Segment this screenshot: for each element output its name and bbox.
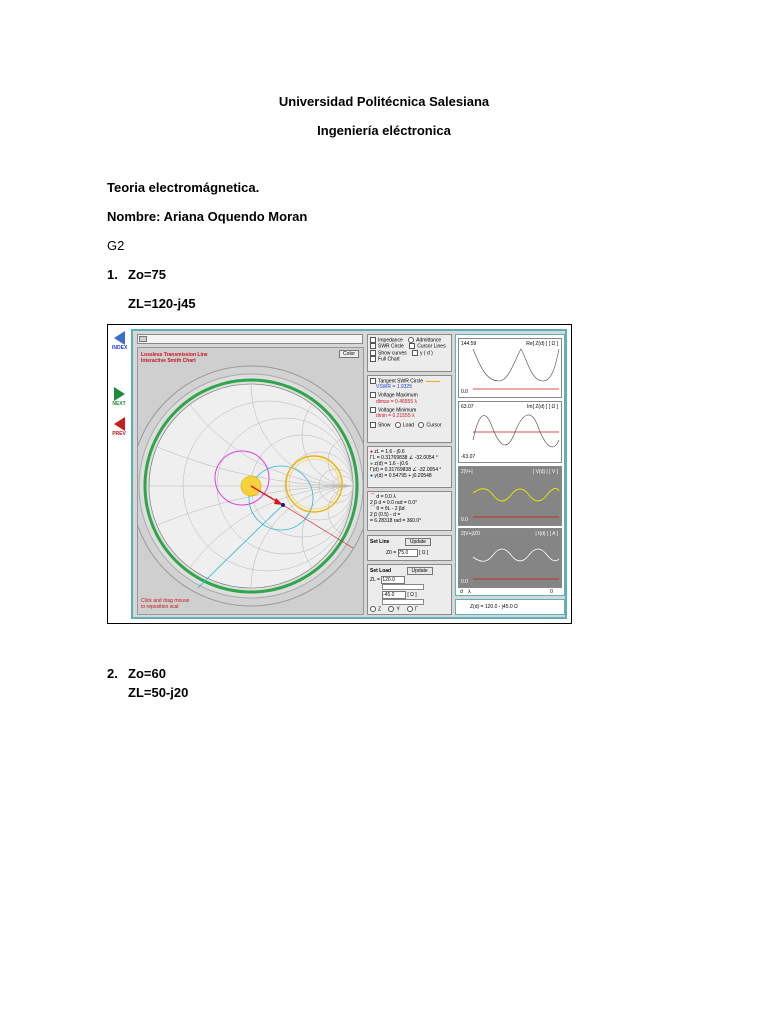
course-name: Teoria electromágnetica. xyxy=(107,180,260,195)
axis-lambda-label: λ xyxy=(468,589,471,595)
y-radio[interactable] xyxy=(388,606,394,612)
z0-label: Z0 = xyxy=(386,550,397,556)
set-load-label: Set Load xyxy=(370,568,392,574)
gamma-d-value: Γ(d) = 0.31769838 ∠ -32.0054 ° xyxy=(370,467,442,473)
vmax-label: Voltage Maximum xyxy=(378,392,418,399)
problem-2-zl: ZL=50-j20 xyxy=(128,685,189,700)
impedance-values-panel: ● zL = 1.6 - j0.6 ΓL = 0.31769838 ∠ -32.0054 ° ● z(d) = 1.6 - j0.6 Γ(d) = 0.31769838 ∠ -32.0054 ° ● y(d) = 0.54795 + j0.20548 xyxy=(367,446,452,488)
i-top: 2|V+|/Z0 xyxy=(461,531,480,537)
vmin-checkbox[interactable] xyxy=(370,407,376,413)
arrow-right-icon xyxy=(114,387,125,401)
show-curves-label: Show curves xyxy=(378,349,407,356)
show-curves-checkbox[interactable] xyxy=(370,350,376,356)
index-button[interactable] xyxy=(112,331,126,351)
arrow-left-icon xyxy=(114,417,125,431)
prev-label: PREV xyxy=(112,431,126,437)
smith-chart-svg xyxy=(138,348,363,614)
zd-value: z(d) = 1.6 - j0.6 xyxy=(374,461,409,467)
problem-2-number: 2. xyxy=(107,666,118,681)
position-slider[interactable] xyxy=(137,334,363,344)
impedance-checkbox[interactable] xyxy=(370,337,376,343)
z0-unit: [ Ω ] xyxy=(418,550,429,556)
v-bottom: 0.0 xyxy=(461,517,468,523)
admittance-label: Admittance xyxy=(416,337,442,344)
next-label: NEXT xyxy=(112,401,126,407)
gamma-l-value: ΓL = 0.31769838 ∠ -32.0054 ° xyxy=(370,455,438,461)
z-radio[interactable] xyxy=(370,606,376,612)
swr-panel xyxy=(367,375,452,443)
im-z-top: 63.07 xyxy=(461,404,474,410)
zl-imag-input[interactable]: -45.0 xyxy=(382,591,406,599)
zl-imag-slider[interactable] xyxy=(382,599,424,605)
prev-button[interactable] xyxy=(112,417,126,437)
cursor-lines-checkbox[interactable] xyxy=(409,343,415,349)
smith-chart-screenshot xyxy=(107,324,572,624)
university-title: Universidad Politécnica Salesiana xyxy=(278,94,490,109)
color-button[interactable]: Color xyxy=(339,350,359,358)
re-z-graph xyxy=(458,338,562,398)
admittance-radio[interactable] xyxy=(408,337,414,343)
z-option: Z xyxy=(378,606,382,613)
v-graph xyxy=(458,466,562,526)
display-options-panel xyxy=(367,334,452,372)
re-z-title: Re[ Z(d) ] [ Ω ] xyxy=(526,341,558,347)
tangent-label: Tangent SWR Circle xyxy=(378,378,424,385)
smith-chart-area[interactable] xyxy=(137,347,364,615)
swr-circle-checkbox[interactable] xyxy=(370,343,376,349)
student-name: Nombre: Ariana Oquendo Moran xyxy=(107,209,308,224)
d-value: d = 0.0 λ xyxy=(376,494,396,500)
problem-1-zo: Zo=75 xyxy=(128,267,166,282)
graph-column xyxy=(455,334,565,596)
vmin-value: dmin = 0.21555 λ xyxy=(376,412,415,419)
problem-1-number: 1. xyxy=(107,267,118,282)
chart-title-line1: Lossless Transmission Line xyxy=(141,352,208,358)
im-z-graph xyxy=(458,401,562,463)
next-button[interactable] xyxy=(112,387,126,407)
set-line-label: Set Line xyxy=(370,539,390,545)
tangent-checkbox[interactable] xyxy=(370,378,376,384)
load-radio[interactable] xyxy=(395,422,401,428)
distance-panel: ⌒ d = 0.0 λ 2 β d = 0.0 rad = 0.0° ⌒ θ = θL - 2 βd 2 β (0.5) - d = = 6.28318 rad = 360.0° xyxy=(367,491,452,531)
im-z-title: Im[ Z(d) ] [ Ω ] xyxy=(527,404,558,410)
zl-real-input[interactable]: 120.0 xyxy=(381,576,405,584)
theta-d-value: 2 β (0.5) - d = xyxy=(370,512,401,518)
axis-d-label: d xyxy=(460,589,463,595)
zl-unit: [ Ω ] xyxy=(407,592,417,598)
vswr-value: VSWR = 1.9325 xyxy=(376,384,412,391)
i-graph xyxy=(458,528,562,588)
cursor-radio[interactable] xyxy=(418,422,424,428)
footer-note-2: to reposition scal xyxy=(141,604,179,610)
v-top: 2|V+| xyxy=(461,469,473,475)
show-checkbox[interactable] xyxy=(370,422,376,428)
vmax-value: dlmax = 0.46555 λ xyxy=(376,398,417,405)
v-title: | V(d) | [ V ] xyxy=(532,469,558,475)
group-label: G2 xyxy=(107,238,125,253)
zd-readout: Z(d) = 120.0 - j45.0 Ω xyxy=(455,599,565,615)
vmin-label: Voltage Minimum xyxy=(378,406,417,413)
theta-value: θ = θL - 2 βd xyxy=(376,506,405,512)
slider-thumb[interactable] xyxy=(139,336,147,342)
index-label: INDEX xyxy=(112,345,128,351)
full-chart-checkbox[interactable] xyxy=(370,356,376,362)
impedance-label: Impedance xyxy=(378,337,403,344)
arrow-left-icon xyxy=(114,331,125,345)
applet-window xyxy=(131,329,567,619)
swr-circle-label: SWR Circle xyxy=(378,343,404,350)
problem-2-zo: Zo=60 xyxy=(128,666,166,681)
i-bottom: 0.0 xyxy=(461,579,468,585)
i-title: | I(d) | [ A ] xyxy=(535,531,558,537)
footer-note-1: Click and drag mouse xyxy=(141,598,190,604)
show-label: Show xyxy=(378,422,391,429)
gamma-option: Γ xyxy=(415,606,418,613)
set-load-panel xyxy=(367,564,452,615)
cursor-label: Cursor xyxy=(426,422,442,429)
gamma-radio[interactable] xyxy=(407,606,413,612)
y-d-label: y ( d ) xyxy=(420,349,433,356)
set-line-panel xyxy=(367,535,452,561)
rad-value: = 6.28318 rad = 360.0° xyxy=(370,518,422,524)
vmax-checkbox[interactable] xyxy=(370,392,376,398)
axis-zero-label: 0 xyxy=(550,589,553,595)
zl-value: zL = 1.6 - j0.6 xyxy=(374,449,405,455)
beta-d-value: 2 β d = 0.0 rad = 0.0° xyxy=(370,500,418,506)
y-option: Y xyxy=(396,606,400,613)
set-load-update-button[interactable]: Update xyxy=(407,567,433,575)
y-d-checkbox[interactable] xyxy=(412,350,418,356)
re-z-bottom: 0.0 xyxy=(461,389,468,395)
problem-1-zl: ZL=120-j45 xyxy=(128,296,196,311)
im-z-bottom: -63.07 xyxy=(461,454,476,460)
zl-label: ZL = xyxy=(370,577,380,583)
load-point xyxy=(281,503,285,507)
set-line-update-button[interactable]: Update xyxy=(405,538,431,546)
chart-title-line2: Interactive Smith Chart xyxy=(141,358,196,364)
full-chart-label: Full Chart xyxy=(378,356,400,363)
department-title: Ingeniería eléctronica xyxy=(317,123,451,138)
cursor-lines-label: Cursor Lines xyxy=(417,343,446,350)
zl-real-slider[interactable] xyxy=(382,584,424,590)
yd-value: y(d) = 0.54795 + j0.20548 xyxy=(374,473,432,479)
re-z-top: 144.59 xyxy=(461,341,477,347)
z0-input[interactable]: 75.0 xyxy=(398,549,418,557)
load-label: Load xyxy=(402,422,415,429)
